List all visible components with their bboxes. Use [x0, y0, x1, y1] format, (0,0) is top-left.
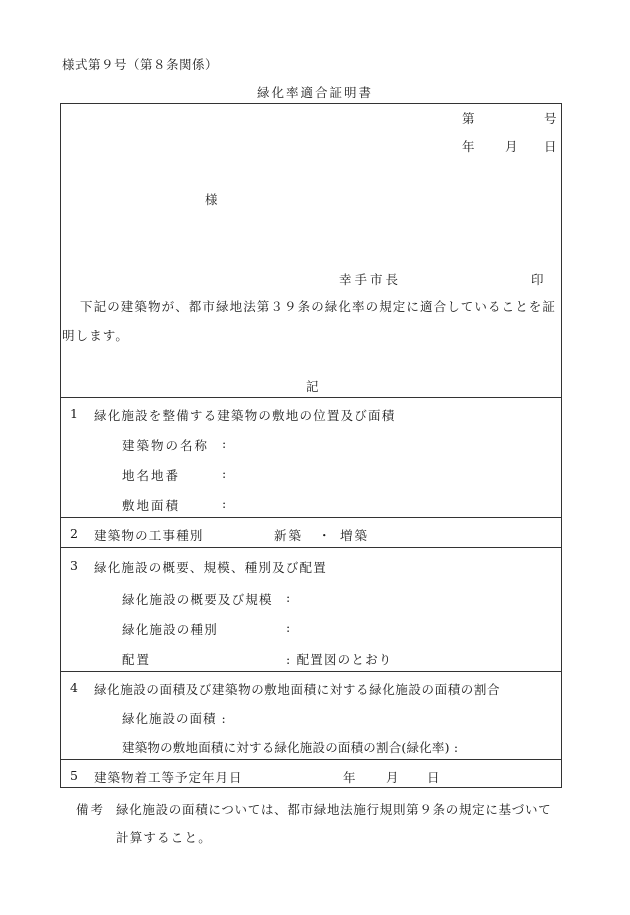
section4-number: 4 — [70, 680, 79, 695]
start-date-year: 年 — [343, 770, 357, 785]
issue-date-year: 年 — [462, 139, 476, 154]
section2-title: 建築物の工事種別 — [94, 528, 204, 543]
layout-label: 配置 — [122, 652, 152, 667]
greening-area-label: 緑化施設の面積 : — [122, 711, 227, 726]
ki-heading: 記 — [306, 379, 320, 394]
layout-value: : 配置図のとおり — [286, 652, 393, 667]
issue-date-month: 月 — [505, 139, 519, 154]
issue-number-dai: 第 — [462, 111, 476, 126]
greening-type-label: 緑化施設の種別 — [122, 622, 218, 637]
construction-type-separator: ・ — [318, 528, 332, 543]
building-name-label: 建築物の名称 — [122, 438, 210, 453]
issue-number-gou: 号 — [544, 111, 558, 126]
site-area-label: 敷地面積 — [122, 498, 181, 513]
section4-title: 緑化施設の面積及び建築物の敷地面積に対する緑化施設の面積の割合 — [94, 682, 501, 697]
building-name-colon: : — [222, 436, 227, 451]
greening-ratio-label: 建築物の敷地面積に対する緑化施設の面積の割合(緑化率) : — [122, 740, 459, 755]
construction-type-extension: 増築 — [340, 528, 370, 543]
section5-title: 建築物着工等予定年月日 — [94, 770, 243, 785]
section1-title: 緑化施設を整備する建築物の敷地の位置及び面積 — [94, 408, 396, 423]
greening-type-colon: : — [286, 620, 291, 635]
site-area-colon: : — [222, 496, 227, 511]
section5-number: 5 — [70, 768, 79, 783]
document-title: 緑化率適合証明書 — [256, 85, 373, 100]
lot-number-label: 地名地番 — [122, 468, 181, 483]
greening-overview-label: 緑化施設の概要及び規模 — [122, 592, 273, 607]
section1-number: 1 — [70, 406, 79, 421]
start-date-day: 日 — [427, 770, 441, 785]
remarks-line1: 緑化施設の面積については、都市緑地法施行規則第９条の規定に基づいて — [116, 802, 552, 817]
issuer-name: 幸手市長 — [339, 272, 402, 287]
certification-statement-line2: 明します。 — [62, 328, 130, 343]
greening-overview-colon: : — [286, 590, 291, 605]
divider-section4-section5 — [60, 759, 562, 760]
divider-section1-section2 — [60, 517, 562, 518]
remarks-line2: 計算すること。 — [116, 830, 212, 845]
construction-type-new: 新築 — [274, 528, 304, 543]
lot-number-colon: : — [222, 466, 227, 481]
form-number-label: 様式第９号（第８条関係） — [62, 57, 219, 72]
addressee-honorific: 様 — [205, 192, 219, 207]
divider-section2-section3 — [60, 547, 562, 548]
divider-ki-section1 — [60, 397, 562, 398]
issuer-seal: 印 — [531, 272, 545, 287]
divider-section3-section4 — [60, 671, 562, 672]
section3-number: 3 — [70, 558, 79, 573]
remarks-label: 備考 — [76, 802, 106, 817]
section3-title: 緑化施設の概要、規模、種別及び配置 — [94, 560, 327, 575]
certification-statement-line1: 下記の建築物が、都市緑地法第３９条の緑化率の規定に適合していることを証 — [80, 299, 557, 314]
issue-date-day: 日 — [544, 139, 558, 154]
section2-number: 2 — [70, 526, 79, 541]
start-date-month: 月 — [386, 770, 400, 785]
